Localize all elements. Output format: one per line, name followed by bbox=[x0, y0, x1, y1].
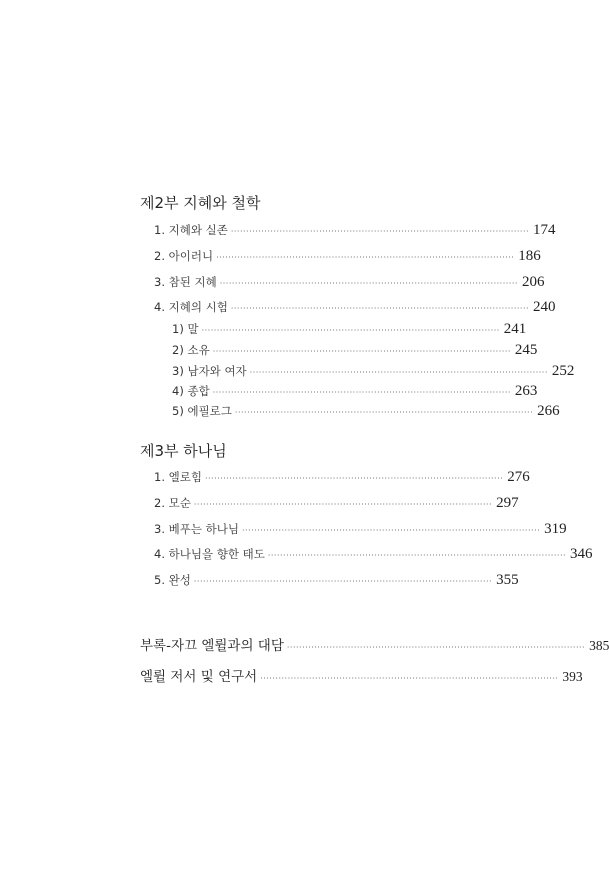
toc-entry[interactable] bbox=[154, 572, 519, 589]
toc-entry-page: 385 bbox=[589, 638, 609, 653]
toc-entry-label: 5) 에필로그 bbox=[172, 404, 232, 418]
toc-entry-label: 1) 말 bbox=[172, 322, 199, 336]
leader-dots: ·································································································· bbox=[249, 368, 548, 377]
toc-entry-label: 2) 소유 bbox=[172, 343, 210, 357]
toc-entry-label: 2. 모순 bbox=[154, 496, 191, 510]
toc-entry-page: 241 bbox=[503, 321, 527, 337]
toc-entry-label: 4. 지혜의 시험 bbox=[154, 300, 228, 314]
appendix-entry[interactable] bbox=[140, 634, 609, 654]
toc-entry-page: 240 bbox=[533, 299, 556, 315]
part-3-title: 제3부 하나님 bbox=[140, 442, 227, 460]
leader-dots: ·································································································· bbox=[241, 526, 541, 535]
toc-entry-page: 174 bbox=[533, 222, 556, 238]
toc-entry[interactable] bbox=[154, 469, 530, 486]
leader-dots: ·································································································· bbox=[260, 674, 559, 683]
toc-entry[interactable] bbox=[154, 222, 556, 239]
leader-dots: ·································································································· bbox=[201, 326, 500, 335]
leader-dots: ·································································································· bbox=[286, 643, 586, 652]
leader-dots: ·································································································· bbox=[204, 474, 504, 483]
toc-subentry[interactable] bbox=[172, 321, 527, 338]
toc-entry-label: 1. 엘로힘 bbox=[154, 470, 202, 484]
leader-dots: ·································································································· bbox=[212, 388, 511, 397]
leader-dots: ·································································································· bbox=[212, 347, 511, 356]
toc-entry-label: 5. 완성 bbox=[154, 573, 191, 587]
toc-entry-label: 1. 지혜와 실존 bbox=[154, 223, 228, 237]
appendix-entry[interactable] bbox=[140, 665, 583, 685]
toc-entry-page: 206 bbox=[521, 274, 545, 290]
toc-entry-page: 393 bbox=[562, 669, 583, 684]
leader-dots: ·································································································· bbox=[219, 279, 518, 288]
toc-entry-label: 3) 남자와 여자 bbox=[172, 364, 247, 378]
toc-entry-page: 355 bbox=[496, 572, 519, 588]
toc-entry-page: 346 bbox=[570, 546, 593, 562]
leader-dots: ·································································································· bbox=[193, 500, 493, 509]
leader-dots: ·································································································· bbox=[234, 408, 534, 417]
leader-dots: ·································································································· bbox=[230, 304, 530, 313]
toc-entry-page: 319 bbox=[544, 521, 567, 537]
toc-entry-page: 245 bbox=[514, 342, 538, 358]
toc-subentry[interactable] bbox=[172, 383, 538, 400]
toc-entry-page: 186 bbox=[518, 248, 541, 264]
toc-entry[interactable] bbox=[154, 521, 567, 538]
toc-entry[interactable] bbox=[154, 546, 593, 563]
toc-entry[interactable] bbox=[154, 299, 556, 316]
toc-entry-label: 3. 참된 지혜 bbox=[154, 275, 217, 289]
toc-entry-label: 3. 베푸는 하나님 bbox=[154, 522, 239, 536]
part-2-title: 제2부 지혜와 철학 bbox=[140, 194, 261, 212]
toc-entry-label: 4) 종합 bbox=[172, 384, 210, 398]
leader-dots: ·································································································· bbox=[230, 227, 530, 236]
toc-entry-page: 276 bbox=[507, 469, 530, 485]
toc-entry[interactable] bbox=[154, 248, 541, 265]
leader-dots: ·································································································· bbox=[193, 577, 493, 586]
toc-entry-page: 252 bbox=[551, 363, 575, 379]
toc-subentry[interactable] bbox=[172, 342, 538, 359]
leader-dots: ·································································································· bbox=[267, 551, 567, 560]
toc-entry-page: 266 bbox=[537, 403, 560, 419]
toc-entry-page: 263 bbox=[514, 383, 538, 399]
toc-subentry[interactable] bbox=[172, 403, 560, 420]
toc-subentry[interactable] bbox=[172, 363, 575, 380]
toc-entry-label: 엘륄 저서 및 연구서 bbox=[140, 669, 258, 685]
toc-entry-label: 부록-자끄 엘륄과의 대담 bbox=[140, 638, 284, 654]
leader-dots: ·································································································· bbox=[216, 253, 515, 262]
toc-entry[interactable] bbox=[154, 274, 545, 291]
toc-entry-label: 4. 하나님을 향한 태도 bbox=[154, 547, 265, 561]
toc-entry[interactable] bbox=[154, 495, 519, 512]
toc-entry-label: 2. 아이러니 bbox=[154, 249, 214, 263]
toc-entry-page: 297 bbox=[496, 495, 519, 511]
